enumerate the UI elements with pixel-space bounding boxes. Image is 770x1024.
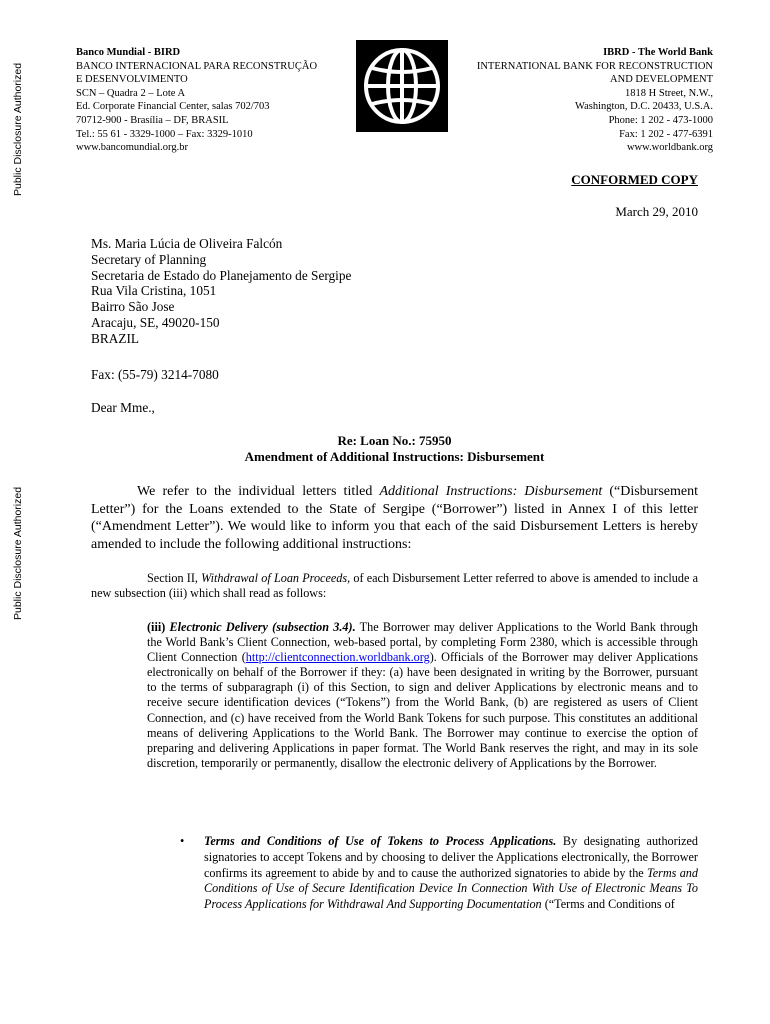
letterhead-left-line: 70712-900 - Brasília – DF, BRASIL bbox=[76, 114, 229, 126]
letterhead-right-line: AND DEVELOPMENT bbox=[610, 74, 713, 86]
bullet-terms-conditions: Terms and Conditions of Use of Tokens to Process Applications. By designating authorized signatories to accept Tokens and by choosing to deliver the Applications electronically, the Borrower confirms its agreement to abide by and to cause the authorized signatories to abide by the Terms and Conditions of Use of Secure Identification Device In Connection With Use of Electronic Means To Process Applications for Withdrawal And Supporting Documentation (“Terms and Conditions of bbox=[204, 834, 698, 912]
letterhead-left-line: Tel.: 55 61 - 3329-1000 – Fax: 3329-1010 bbox=[76, 128, 253, 140]
letter-date: March 29, 2010 bbox=[615, 204, 698, 219]
letterhead-right-title: IBRD - The World Bank bbox=[603, 47, 713, 58]
loan-number: Re: Loan No.: 75950 bbox=[337, 433, 452, 448]
letterhead-left-line: SCN – Quadra 2 – Lote A bbox=[76, 87, 186, 99]
recipient-line: Secretaria de Estado do Planejamento de Sergipe bbox=[91, 267, 352, 283]
recipient-line: Secretary of Planning bbox=[91, 251, 207, 267]
recipient-line: Bairro São Jose bbox=[91, 299, 175, 315]
recipient-fax: Fax: (55-79) 3214-7080 bbox=[91, 367, 219, 382]
conformed-copy-label: CONFORMED COPY bbox=[571, 172, 698, 187]
world-bank-globe-icon bbox=[356, 40, 448, 132]
recipient-line: Rua Vila Cristina, 1051 bbox=[91, 283, 217, 299]
letterhead-left-title: Banco Mundial - BIRD bbox=[76, 47, 181, 58]
letterhead-right-line: Washington, D.C. 20433, U.S.A. bbox=[575, 101, 713, 113]
letterhead-right bbox=[477, 46, 713, 155]
paragraph-intro: We refer to the individual letters titled Additional Instructions: Disbursement (“Disbursement Letter”) for the Loans extended to the State of Sergipe (“Borrower”) listed in Annex I of this letter (“Amendment Letter”). We would like to inform you that each of the said Disbursement Letters is hereby amended to include the following additional instructions: bbox=[91, 484, 699, 552]
bullet-icon: • bbox=[180, 834, 185, 848]
letterhead-right-website: www.worldbank.org bbox=[626, 142, 713, 154]
paragraph-section-ii: Section II, Withdrawal of Loan Proceeds, of each Disbursement Letter referred to above is amended to include a new subsection (iii) which shall read as follows: bbox=[91, 571, 698, 601]
client-connection-link[interactable]: http://clientconnection.worldbank.org bbox=[245, 650, 430, 665]
letterhead-left-line: E DESENVOLVIMENTO bbox=[76, 74, 188, 86]
letterhead-right-line: INTERNATIONAL BANK FOR RECONSTRUCTION bbox=[476, 60, 713, 72]
letterhead-left bbox=[76, 46, 317, 155]
recipient-address bbox=[91, 236, 351, 347]
letterhead-right-line: Phone: 1 202 - 473-1000 bbox=[608, 114, 713, 126]
subject-line bbox=[91, 433, 698, 465]
subject-title: Amendment of Additional Instructions: Disbursement bbox=[244, 449, 545, 464]
recipient-name: Ms. Maria Lúcia de Oliveira Falcón bbox=[91, 236, 283, 251]
recipient-line: Aracaju, SE, 49020-150 bbox=[91, 314, 220, 330]
letterhead-right-line: 1818 H Street, N.W., bbox=[625, 87, 713, 99]
letterhead-left-website: www.bancomundial.org.br bbox=[76, 142, 188, 154]
paragraph-subsection-iii: (iii) Electronic Delivery (subsection 3.4). The Borrower may deliver Applications to the World Bank through the World Bank’s Client Connection, web-based portal, by completing Form 2380, which is accessible through Client Connection (http://clientconnection.worldbank.org). Officials of the Borrower may deliver Applications electronically on behalf of the Borrower if they: (a) have been designated in writing by the Borrower, pursuant to the terms of subparagraph (i) of this Section, to sign and deliver Applications by electronic means and to receive secure identification devices (“Tokens”) from the World Bank, (b) are registered as users of Client Connection, and (c) have received from the World Bank Tokens for such purpose. This constitutes an additional means of delivering Applications to the World Bank. The Borrower may continue to exercise the option of preparing and delivering Applications in paper format. The World Bank reserves the right, and may in its sole discretion, temporarily or permanently, disallow the electronic delivery of Applications by the Borrower. bbox=[147, 620, 698, 770]
salutation: Dear Mme., bbox=[91, 400, 155, 415]
letterhead-left-line: Ed. Corporate Financial Center, salas 702/703 bbox=[76, 101, 270, 113]
recipient-country: BRAZIL bbox=[91, 330, 140, 346]
letterhead-left-line: BANCO INTERNACIONAL PARA RECONSTRUÇÃO bbox=[76, 60, 318, 72]
letterhead-right-line: Fax: 1 202 - 477-6391 bbox=[619, 128, 713, 140]
